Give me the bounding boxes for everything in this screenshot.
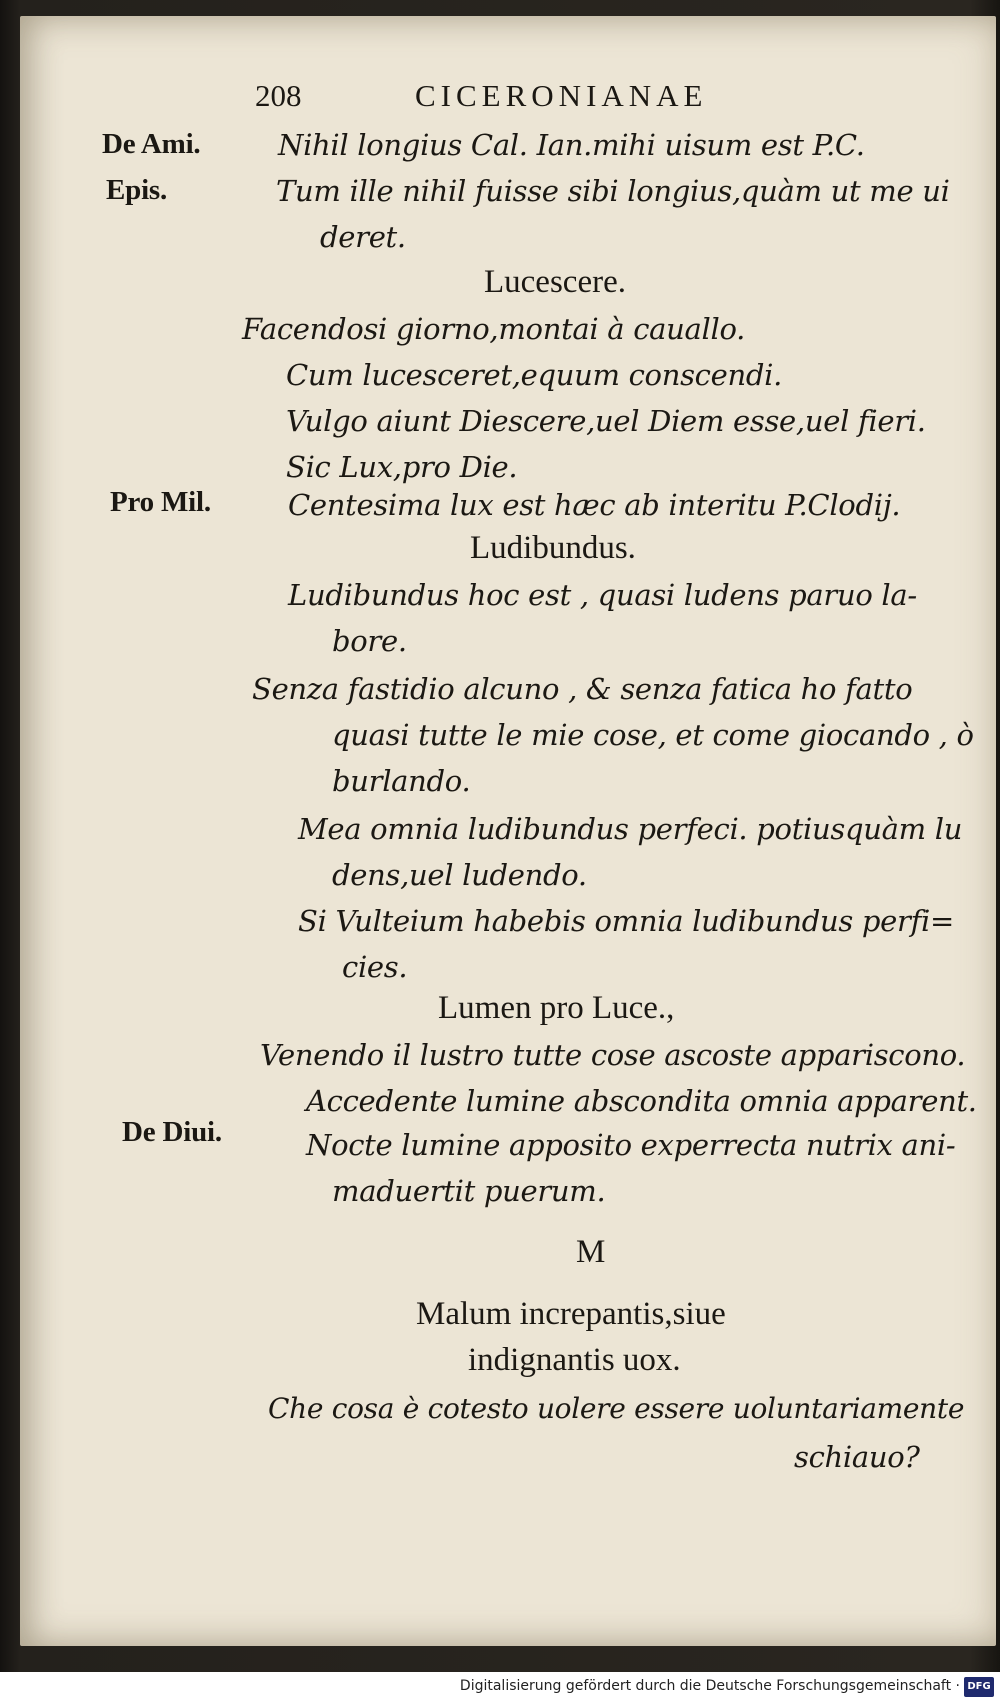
text-line: Facendosi giorno,montai à cauallo. bbox=[242, 312, 746, 346]
text-line: burlando. bbox=[332, 764, 471, 798]
book-page bbox=[20, 16, 996, 1646]
section-heading: Lumen pro Luce., bbox=[438, 990, 675, 1026]
margin-note: Epis. bbox=[106, 174, 168, 206]
footer-credit: Digitalisierung gefördert durch die Deutsche Forschungsgemeinschaft · bbox=[459, 1678, 960, 1694]
text-line: cies. bbox=[342, 950, 408, 984]
text-line: dens,uel ludendo. bbox=[332, 858, 587, 892]
text-line: Tum ille nihil fuisse sibi longius,quàm ut me ui bbox=[276, 174, 950, 208]
text-line: Accedente lumine abscondita omnia apparent. bbox=[306, 1084, 977, 1118]
text-line: Senza fastidio alcuno , & senza fatica ho fatto bbox=[252, 672, 913, 706]
section-heading: Lucescere. bbox=[484, 264, 626, 300]
text-line: quasi tutte le mie cose, et come giocando , ò bbox=[332, 718, 974, 752]
section-heading: Ludibundus. bbox=[470, 530, 636, 566]
text-line: schiauo? bbox=[794, 1440, 920, 1474]
dfg-logo-badge: DFG bbox=[964, 1677, 994, 1697]
margin-note: Pro Mil. bbox=[110, 486, 211, 518]
text-line: Venendo il lustro tutte cose ascoste appariscono. bbox=[260, 1038, 966, 1072]
text-line: Che cosa è cotesto uolere essere uoluntariamente bbox=[268, 1392, 965, 1425]
text-line: bore. bbox=[332, 624, 407, 658]
text-line: Mea omnia ludibundus perfeci. potiusquàm lu bbox=[298, 812, 963, 846]
text-line: Nocte lumine apposito experrecta nutrix ani- bbox=[306, 1128, 956, 1162]
text-line: Sic Lux,pro Die. bbox=[286, 450, 518, 484]
text-line: Ludibundus hoc est , quasi ludens paruo la- bbox=[288, 578, 917, 612]
text-line: Cum lucesceret,equum conscendi. bbox=[286, 358, 783, 392]
margin-note: De Ami. bbox=[102, 128, 201, 160]
text-line: Si Vulteium habebis omnia ludibundus perfi= bbox=[298, 904, 954, 938]
text-line: deret. bbox=[320, 220, 406, 254]
running-head: CICERONIANAE bbox=[415, 78, 708, 113]
page-number: 208 bbox=[255, 78, 302, 113]
text-line: maduertit puerum. bbox=[332, 1174, 606, 1208]
margin-note: De Diui. bbox=[122, 1116, 222, 1148]
digitization-footer bbox=[0, 1672, 1000, 1704]
section-heading: Malum increpantis,siue bbox=[416, 1296, 726, 1332]
section-heading: indignantis uox. bbox=[468, 1342, 681, 1378]
text-line: Centesima lux est hæc ab interitu P.Clodij. bbox=[288, 488, 901, 522]
text-line: Vulgo aiunt Diescere,uel Diem esse,uel fieri. bbox=[286, 404, 926, 438]
section-letter: M bbox=[576, 1234, 606, 1270]
text-line: Nihil longius Cal. Ian.mihi uisum est P.C. bbox=[278, 128, 865, 162]
